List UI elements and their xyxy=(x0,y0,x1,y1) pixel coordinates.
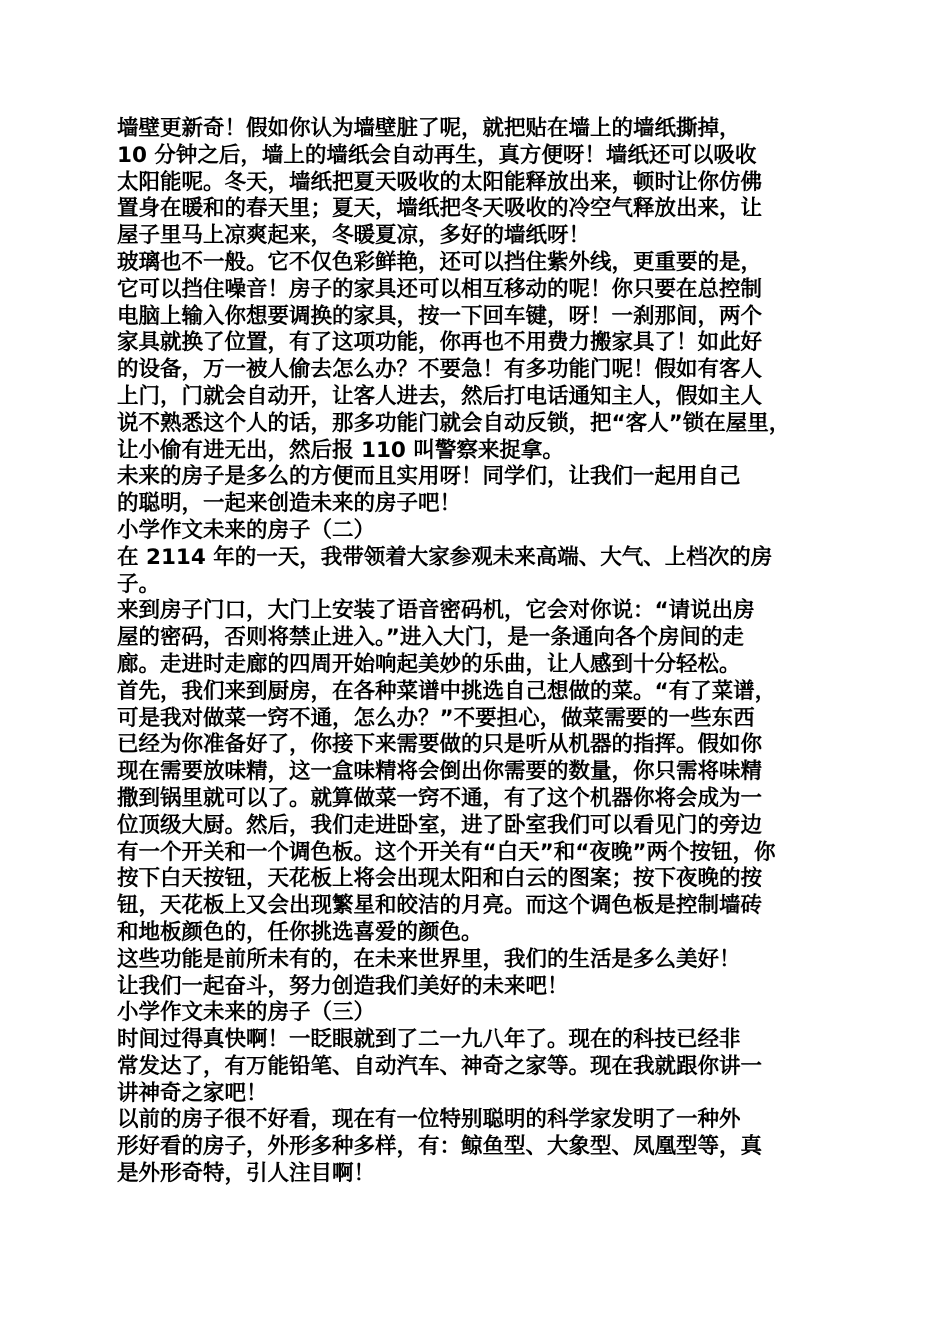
text-line: 的设备，万一被人偷去怎么办？不要急！有多功能门呢！假如有客人 xyxy=(117,357,763,383)
text-line: 形好看的房子，外形多种多样，有：鲸鱼型、大象型、凤凰型等，真 xyxy=(117,1134,763,1160)
text-line: 廊。走进时走廊的四周开始响起美妙的乐曲，让人感到十分轻松。 xyxy=(117,651,741,677)
text-line: 这些功能是前所未有的，在未来世界里，我们的生活是多么美好！ xyxy=(117,946,741,972)
text-line: 已经为你准备好了，你接下来需要做的只是听从机器的指挥。假如你 xyxy=(117,732,763,758)
text-line: 让我们一起奋斗，努力创造我们美好的未来吧！ xyxy=(117,973,569,999)
text-line: 在 2114 年的一天，我带领着大家参观未来高端、大气、上档次的房 xyxy=(117,544,773,570)
text-line: 有一个开关和一个调色板。这个开关有“白天”和“夜晚”两个按钮，你 xyxy=(117,839,776,865)
text-line: 置身在暖和的春天里；夏天，墙纸把冬天吸收的冷空气释放出来，让 xyxy=(117,196,763,222)
text-line: 首先，我们来到厨房，在各种菜谱中挑选自己想做的菜。“有了菜谱， xyxy=(117,678,777,704)
text-line: 它可以挡住噪音！房子的家具还可以相互移动的呢！你只要在总控制 xyxy=(117,276,763,302)
section-heading: 小学作文未来的房子（二） xyxy=(117,517,376,543)
text-line: 讲神奇之家吧！ xyxy=(117,1080,268,1106)
text-line: 玻璃也不一般。它不仅色彩鲜艳，还可以挡住紫外线，更重要的是， xyxy=(117,249,763,275)
text-line: 和地板颜色的，任你挑选喜爱的颜色。 xyxy=(117,919,483,945)
text-line: 屋子里马上凉爽起来，冬暖夏凉，多好的墙纸呀！ xyxy=(117,223,591,249)
text-line: 子。 xyxy=(117,571,161,597)
text-line: 是外形奇特，引人注目啊！ xyxy=(117,1161,376,1187)
text-line: 以前的房子很不好看，现在有一位特别聪明的科学家发明了一种外 xyxy=(117,1107,741,1133)
text-line: 按下白天按钮，天花板上将会出现太阳和白云的图案；按下夜晚的按 xyxy=(117,866,763,892)
text-line: 位顶级大厨。然后，我们走进卧室，进了卧室我们可以看见门的旁边 xyxy=(117,812,763,838)
text-line: 的聪明，一起来创造未来的房子吧！ xyxy=(117,491,462,517)
text-line: 撒到锅里就可以了。就算做菜一窍不通，有了这个机器你将会成为一 xyxy=(117,785,763,811)
text-line: 10 分钟之后，墙上的墙纸会自动再生，真方便呀！墙纸还可以吸收 xyxy=(117,142,757,168)
text-line: 钮，天花板上又会出现繁星和皎洁的月亮。而这个调色板是控制墙砖 xyxy=(117,893,763,919)
text-line: 未来的房子是多么的方便而且实用呀！同学们，让我们一起用自己 xyxy=(117,464,741,490)
text-line: 让小偷有进无出，然后报 110 叫警察来捉拿。 xyxy=(117,437,564,463)
text-line: 常发达了，有万能铅笔、自动汽车、神奇之家等。现在我就跟你讲一 xyxy=(117,1053,763,1079)
text-line: 电脑上输入你想要调换的家具，按一下回车键，呀！一刹那间，两个 xyxy=(117,303,763,329)
document-body xyxy=(117,116,839,1188)
text-line: 可是我对做菜一窍不通，怎么办？”不要担心，做菜需要的一些东西 xyxy=(117,705,755,731)
text-line: 现在需要放味精，这一盒味精将会倒出你需要的数量，你只需将味精 xyxy=(117,759,763,785)
text-line: 说不熟悉这个人的话，那多功能门就会自动反锁，把“客人”锁在屋里， xyxy=(117,410,791,436)
text-line: 屋的密码，否则将禁止进入。”进入大门，是一条通向各个房间的走 xyxy=(117,625,744,651)
text-line: 来到房子门口，大门上安装了语音密码机，它会对你说：“请说出房 xyxy=(117,598,755,624)
text-line: 家具就换了位置，有了这项功能，你再也不用费力搬家具了！如此好 xyxy=(117,330,763,356)
text-line: 墙壁更新奇！假如你认为墙壁脏了呢，就把贴在墙上的墙纸撕掉， xyxy=(117,116,741,141)
text-line: 时间过得真快啊！一眨眼就到了二一九八年了。现在的科技已经非 xyxy=(117,1027,741,1053)
section-heading: 小学作文未来的房子（三） xyxy=(117,1000,376,1026)
text-line: 上门，门就会自动开，让客人进去，然后打电话通知主人，假如主人 xyxy=(117,383,763,409)
text-line: 太阳能呢。冬天，墙纸把夏天吸收的太阳能释放出来，顿时让你仿佛 xyxy=(117,169,763,195)
